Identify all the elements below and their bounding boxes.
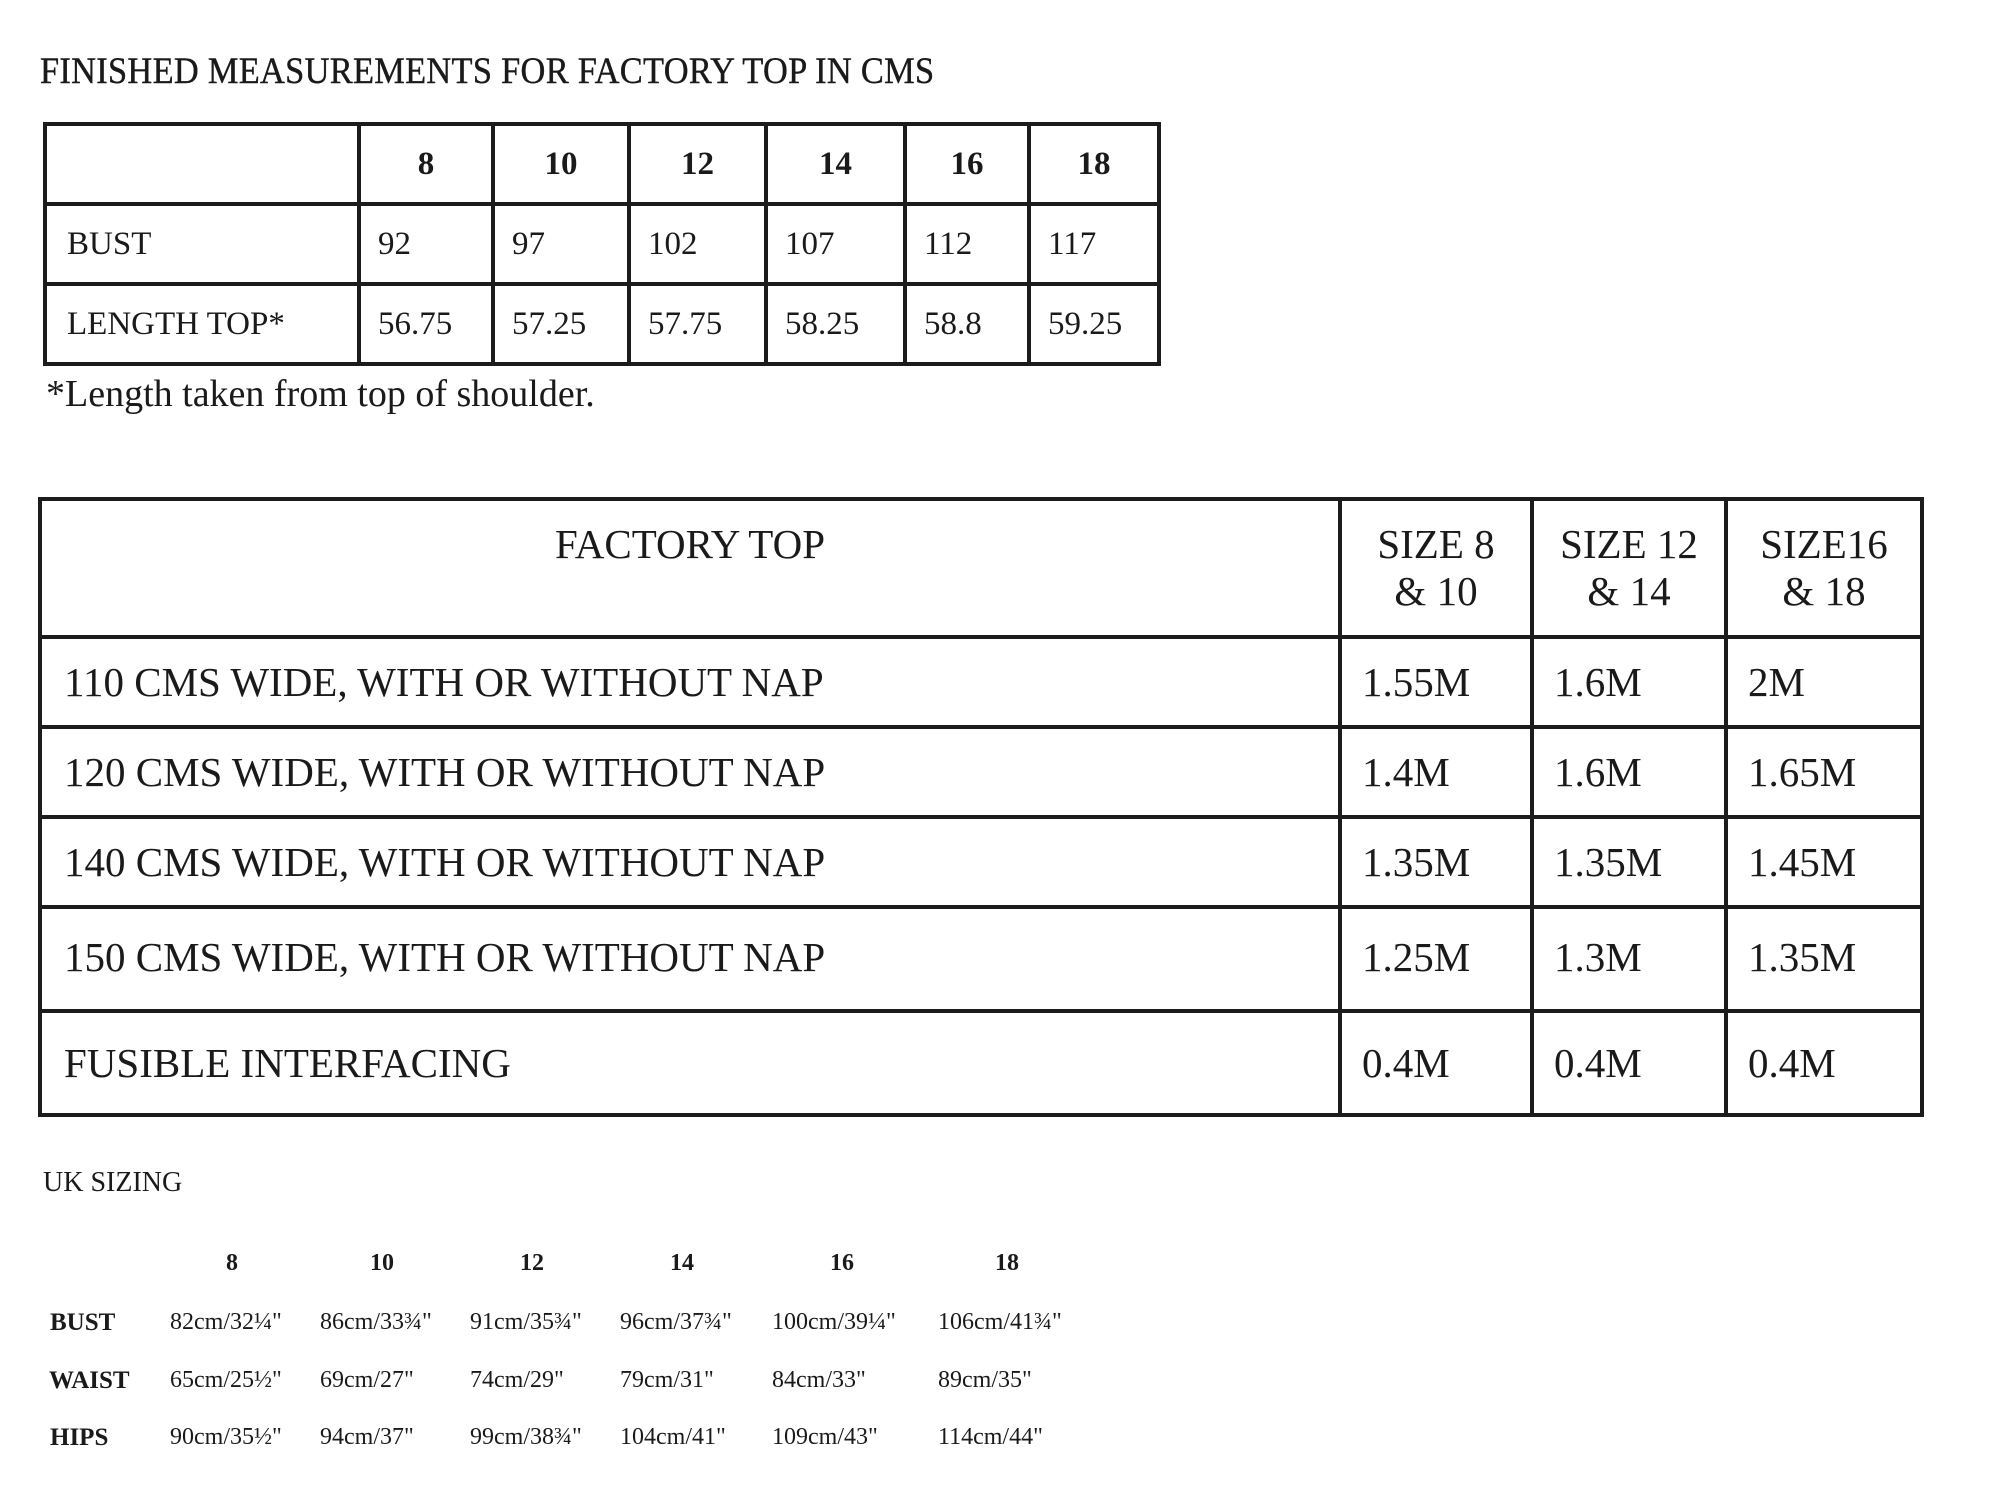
- header-cell-empty: [45, 124, 359, 204]
- row-label: BUST: [50, 1309, 116, 1336]
- table-cell: 79cm/31": [620, 1367, 714, 1393]
- row-label: 120 CMS WIDE, WITH OR WITHOUT NAP: [40, 727, 1340, 817]
- table-row: [40, 907, 1922, 1011]
- size-header: 18: [995, 1250, 1019, 1276]
- table-cell: 1.6M: [1532, 637, 1726, 727]
- table-cell: 1.35M: [1340, 817, 1532, 907]
- table-cell: 84cm/33": [772, 1367, 866, 1393]
- table-cell: 2M: [1726, 637, 1922, 727]
- table-cell: 91cm/35¾": [470, 1309, 582, 1335]
- size-header: 8: [226, 1250, 238, 1276]
- header-cell-size: 18: [1029, 124, 1159, 204]
- table-row: [40, 727, 1922, 817]
- header-cell-size-group: [1340, 499, 1532, 637]
- table-row: [40, 1011, 1922, 1115]
- fabric-requirements-table: [38, 497, 1924, 1117]
- row-label: 140 CMS WIDE, WITH OR WITHOUT NAP: [40, 817, 1340, 907]
- table-cell: 100cm/39¼": [772, 1309, 896, 1335]
- table-cell: 74cm/29": [470, 1367, 564, 1393]
- table-cell: 117: [1029, 204, 1159, 284]
- table-cell: 1.3M: [1532, 907, 1726, 1011]
- row-label: LENGTH TOP*: [45, 284, 359, 364]
- size-header: 16: [830, 1250, 854, 1276]
- header-line: SIZE16: [1760, 521, 1888, 567]
- table-cell: 65cm/25½": [170, 1367, 282, 1393]
- table-cell: 56.75: [359, 284, 493, 364]
- header-cell-size: 10: [493, 124, 629, 204]
- table-row: [45, 204, 1159, 284]
- row-label: WAIST: [49, 1367, 130, 1394]
- header-cell-size: 8: [359, 124, 493, 204]
- header-line: SIZE 8: [1377, 521, 1495, 567]
- row-label: 150 CMS WIDE, WITH OR WITHOUT NAP: [40, 907, 1340, 1011]
- uk-sizing-title: UK SIZING: [43, 1167, 183, 1198]
- row-label: 110 CMS WIDE, WITH OR WITHOUT NAP: [40, 637, 1340, 727]
- table-cell: 92: [359, 204, 493, 284]
- table-cell: 0.4M: [1532, 1011, 1726, 1115]
- table-cell: 1.35M: [1532, 817, 1726, 907]
- table-cell: 90cm/35½": [170, 1424, 282, 1450]
- table-cell: 58.25: [766, 284, 905, 364]
- table-cell: 99cm/38¾": [470, 1424, 582, 1450]
- table-cell: 96cm/37¾": [620, 1309, 732, 1335]
- table-cell: 97: [493, 204, 629, 284]
- table-cell: 112: [905, 204, 1029, 284]
- table-cell: 114cm/44": [938, 1424, 1043, 1450]
- header-cell-title: FACTORY TOP: [40, 499, 1340, 637]
- table-cell: 69cm/27": [320, 1367, 414, 1393]
- table-cell: 58.8: [905, 284, 1029, 364]
- table-row: [40, 817, 1922, 907]
- header-line: & 10: [1394, 568, 1478, 614]
- footnote: *Length taken from top of shoulder.: [46, 373, 595, 415]
- header-line: & 14: [1587, 568, 1671, 614]
- table-cell: 57.75: [629, 284, 766, 364]
- table-cell: 82cm/32¼": [170, 1309, 282, 1335]
- table-cell: 0.4M: [1340, 1011, 1532, 1115]
- table-cell: 107: [766, 204, 905, 284]
- size-header: 12: [520, 1250, 544, 1276]
- table-cell: 1.35M: [1726, 907, 1922, 1011]
- header-line: & 18: [1782, 568, 1866, 614]
- table-cell: 102: [629, 204, 766, 284]
- table-cell: 1.55M: [1340, 637, 1532, 727]
- table-cell: 0.4M: [1726, 1011, 1922, 1115]
- table-header-row: [45, 124, 1159, 204]
- header-cell-size: 16: [905, 124, 1029, 204]
- table-cell: 59.25: [1029, 284, 1159, 364]
- header-line: SIZE 12: [1560, 521, 1698, 567]
- size-header: 10: [370, 1250, 394, 1276]
- table-cell: 89cm/35": [938, 1367, 1032, 1393]
- row-label: HIPS: [50, 1424, 109, 1451]
- table-cell: 1.25M: [1340, 907, 1532, 1011]
- table-row: [45, 284, 1159, 364]
- table-cell: 106cm/41¾": [938, 1309, 1062, 1335]
- table-cell: 94cm/37": [320, 1424, 414, 1450]
- table-cell: 1.4M: [1340, 727, 1532, 817]
- header-cell-size-group: [1726, 499, 1922, 637]
- table-cell: 86cm/33¾": [320, 1309, 432, 1335]
- table-cell: 1.65M: [1726, 727, 1922, 817]
- header-cell-size: 14: [766, 124, 905, 204]
- row-label: BUST: [45, 204, 359, 284]
- row-label: FUSIBLE INTERFACING: [40, 1011, 1340, 1115]
- table-cell: 104cm/41": [620, 1424, 726, 1450]
- table-cell: 1.6M: [1532, 727, 1726, 817]
- table-header-row: [40, 499, 1922, 637]
- finished-measurements-table: [43, 122, 1161, 366]
- table-row: [40, 637, 1922, 727]
- table-cell: 1.45M: [1726, 817, 1922, 907]
- table-cell: 109cm/43": [772, 1424, 878, 1450]
- header-cell-size: 12: [629, 124, 766, 204]
- table-cell: 57.25: [493, 284, 629, 364]
- size-header: 14: [670, 1250, 694, 1276]
- header-cell-size-group: [1532, 499, 1726, 637]
- page-title: FINISHED MEASUREMENTS FOR FACTORY TOP IN CMS: [40, 51, 935, 92]
